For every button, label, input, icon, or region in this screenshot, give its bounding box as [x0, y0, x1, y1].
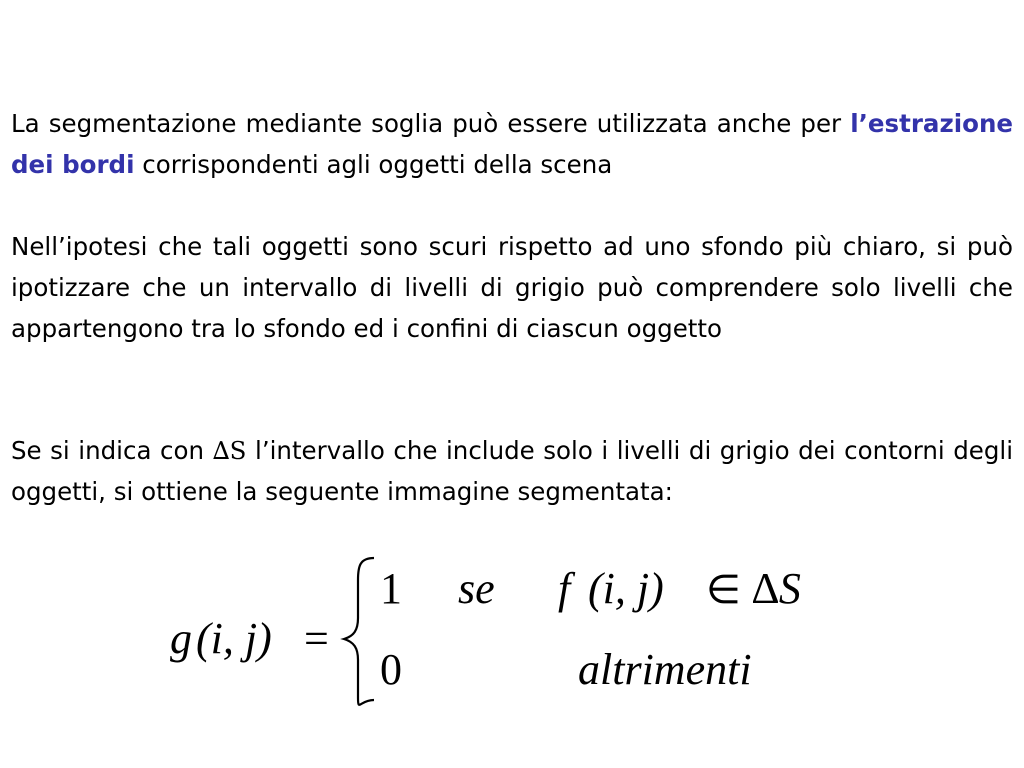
paragraph-text: La segmentazione mediante soglia può essere utilizzata anche per	[11, 109, 851, 138]
paragraph-text: l’intervallo che include solo i livelli di grigio dei contorni degli oggetti, si ottiene la seguente immagine segmentata:	[11, 436, 1014, 506]
paragraph-text: Se si indica con	[11, 436, 213, 465]
paragraph-text: Nell’ipotesi che tali oggetti sono scuri rispetto ad uno sfondo più chiaro, si può ipotizzare che un intervallo di livelli di grigio può comprendere solo livelli che appartengono tra lo sfondo ed i confini di ciascun oggetto	[11, 232, 1013, 343]
highlight-edge-extraction: l’estrazione dei bordi	[11, 109, 1013, 179]
formula-case1-args: (i, j)	[588, 564, 664, 613]
paragraph-hypothesis	[11, 227, 1013, 349]
formula-element-of: ∈	[706, 567, 741, 612]
formula-case2-value: 0	[380, 645, 402, 694]
segmentation-formula	[0, 540, 1024, 710]
delta-s-symbol: ∆S	[212, 436, 247, 465]
formula-case1-se: se	[458, 564, 495, 613]
formula-lhs-args: (i, j)	[196, 614, 272, 663]
formula-equals: =	[304, 614, 329, 663]
formula-case2-otherwise: altrimenti	[578, 645, 752, 694]
paragraph-threshold-edges	[11, 104, 1013, 186]
formula-case1-set: ∆S	[752, 564, 801, 613]
paragraph-delta-s	[11, 431, 1013, 513]
formula-g: g	[170, 614, 192, 663]
formula-case1-value: 1	[380, 564, 402, 613]
formula-brace	[344, 558, 374, 705]
paragraph-text: corrispondenti agli oggetti della scena	[134, 149, 613, 179]
formula-case1-f: f	[558, 564, 571, 613]
